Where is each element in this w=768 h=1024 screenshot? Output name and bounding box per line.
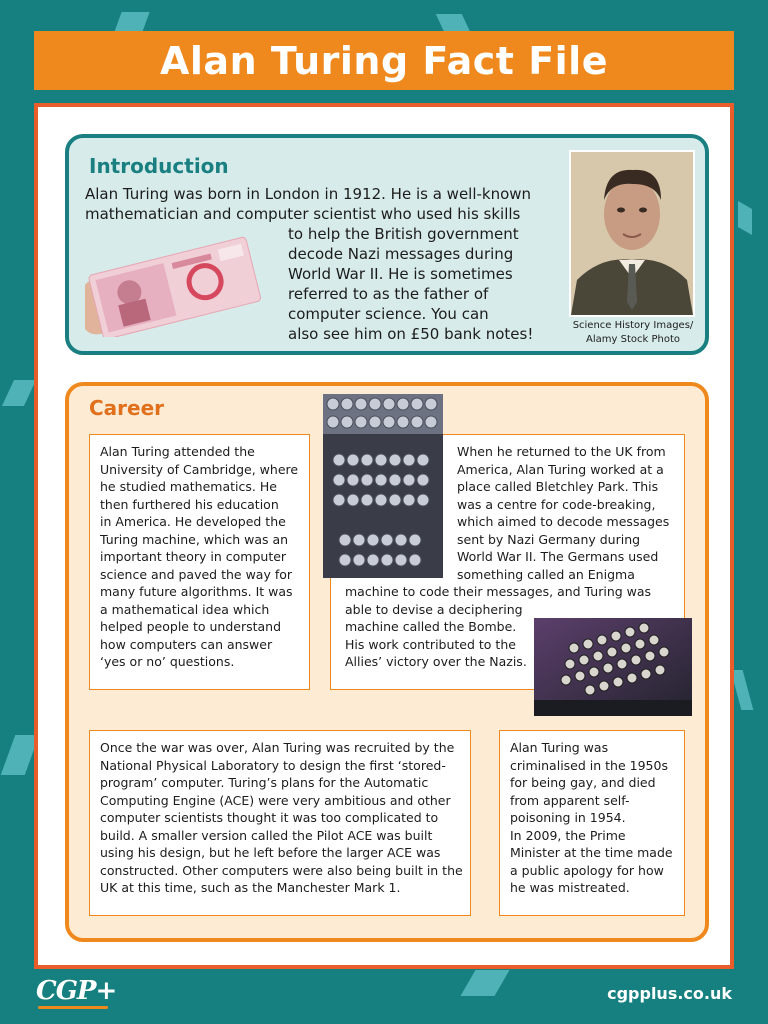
- text-line: Alan Turing was: [510, 740, 609, 755]
- text-line: criminalised in the 1950s: [510, 757, 668, 773]
- text-line: a mathematical idea which: [100, 601, 270, 617]
- text-line: many future algorithms. It was: [100, 584, 293, 599]
- text-line: sent by Nazi Germany during: [457, 531, 641, 547]
- text-line: machine called the Bombe.: [345, 619, 517, 634]
- text-line: able to devise a deciphering: [345, 601, 523, 617]
- text-line: which aimed to decode messages: [457, 514, 670, 529]
- decor-shape: [731, 670, 754, 710]
- text-line: World War II. The Germans used: [457, 549, 659, 564]
- banknote-image: [85, 233, 261, 337]
- text-line: National Physical Laboratory to design the first ‘stored-: [100, 757, 446, 773]
- intro-line: Alan Turing was born in London in 1912. He is a well-known: [85, 185, 532, 203]
- career-text-box-ace: [89, 730, 471, 916]
- text-line: America, Alan Turing worked at a: [457, 461, 664, 477]
- intro-line: to help the British government: [288, 225, 519, 243]
- text-line: machine to code their messages, and Turing was: [345, 584, 652, 599]
- logo-text: CGP+: [36, 976, 117, 1006]
- title-banner: [34, 31, 734, 90]
- intro-line: World War II. He is sometimes: [288, 265, 513, 283]
- text-line: in America. He developed the: [100, 514, 286, 529]
- text-line: In 2009, the Prime: [510, 827, 626, 843]
- text-line: he was mistreated.: [510, 880, 630, 895]
- bombe-machine-image: [323, 394, 443, 578]
- intro-line: decode Nazi messages during: [288, 245, 514, 263]
- decor-shape: [436, 14, 470, 32]
- text-line: Alan Turing attended the: [100, 444, 255, 459]
- decor-shape: [460, 970, 509, 996]
- text-line: place called Bletchley Park. This: [457, 479, 659, 494]
- credit-line: Alamy Stock Photo: [586, 334, 680, 345]
- text-line: program’ computer. Turing’s plans for the Automatic: [100, 775, 429, 790]
- intro-line: also see him on £50 bank notes!: [288, 325, 534, 343]
- career-panel: [65, 382, 709, 942]
- text-line: science and paved the way for: [100, 566, 293, 582]
- career-text-box-later-life: [499, 730, 685, 916]
- text-line: University of Cambridge, where: [100, 461, 299, 477]
- credit-line: Science History Images/: [572, 320, 694, 331]
- intro-text-wrap: [288, 224, 533, 344]
- text-line: computer scientists thought it was too complicated to: [100, 810, 439, 825]
- text-line: using his design, but he left before the larger ACE was: [100, 845, 441, 860]
- career-heading: Career: [89, 396, 165, 420]
- intro-text-top: [85, 184, 531, 224]
- text-line: Turing machine, which was an: [100, 531, 289, 547]
- page-title: Alan Turing Fact File: [160, 38, 608, 83]
- text-line: constructed. Other computers were also being built in the: [100, 862, 463, 878]
- career-text-box-cambridge: [89, 434, 310, 690]
- text-line: Allies’ victory over the Nazis.: [345, 654, 527, 669]
- text-line: how computers can answer: [100, 636, 273, 652]
- enigma-machine-image: [534, 618, 692, 716]
- decor-shape: [114, 12, 149, 32]
- portrait-image: [569, 150, 695, 317]
- intro-line: mathematician and computer scientist who used his skills: [85, 205, 521, 223]
- photo-credit: [563, 319, 703, 347]
- text-line: Minister at the time made: [510, 845, 673, 860]
- text-line: for being gay, and died: [510, 775, 656, 790]
- decor-shape: [738, 201, 752, 235]
- intro-line: computer science. You can: [288, 305, 489, 323]
- bletchley-text-right: [457, 443, 669, 583]
- decor-shape: [2, 380, 36, 406]
- text-line: from apparent self-: [510, 792, 630, 808]
- logo-swoosh: [38, 1006, 108, 1009]
- text-line: Computing Engine (ACE) were very ambitious and other: [100, 792, 451, 808]
- text-line: Once the war was over, Alan Turing was recruited by the: [100, 740, 455, 755]
- text-line: was a centre for code-breaking,: [457, 496, 656, 512]
- text-line: ‘yes or no’ questions.: [100, 654, 235, 669]
- text-line: UK at this time, such as the Manchester Mark 1.: [100, 880, 401, 895]
- text-line: then furthered his education: [100, 496, 279, 512]
- text-line: important theory in computer: [100, 549, 287, 564]
- text-line: something called an Enigma: [457, 566, 635, 582]
- text-line: helped people to understand: [100, 619, 282, 634]
- footer-website-link[interactable]: cgpplus.co.uk: [607, 984, 732, 1003]
- text-line: When he returned to the UK from: [457, 444, 666, 459]
- text-line: a public apology for how: [510, 862, 664, 878]
- text-line: His work contributed to the: [345, 636, 516, 652]
- introduction-heading: Introduction: [89, 154, 229, 178]
- intro-line: referred to as the father of: [288, 285, 489, 303]
- cgp-logo[interactable]: [36, 976, 116, 1006]
- text-line: build. A smaller version called the Pilot ACE was built: [100, 827, 433, 843]
- introduction-panel: [65, 134, 709, 355]
- text-line: he studied mathematics. He: [100, 479, 277, 494]
- text-line: poisoning in 1954.: [510, 810, 626, 825]
- content-frame: [34, 103, 734, 969]
